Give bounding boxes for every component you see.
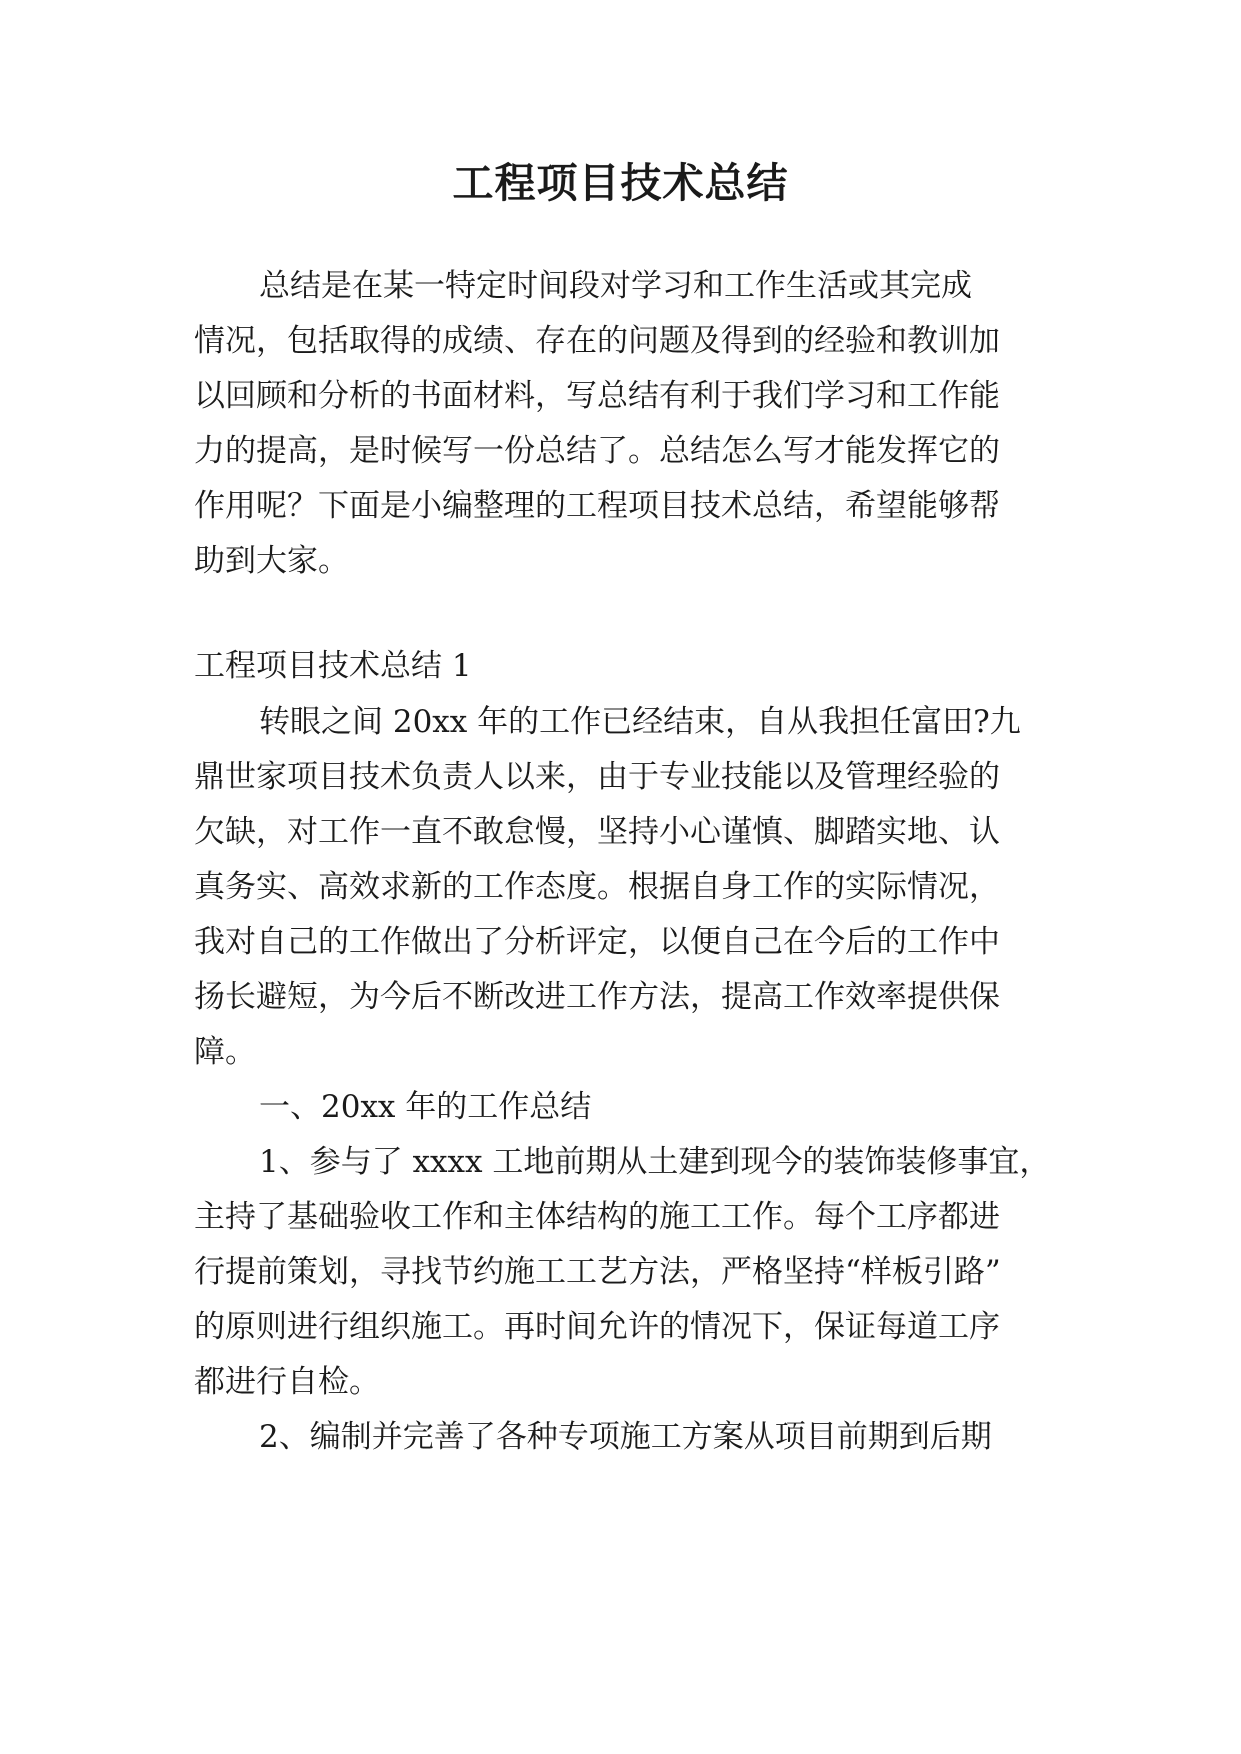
subheading: 一、20xx 年的工作总结 — [259, 1089, 592, 1125]
intro-line: 总结是在某一特定时间段对学习和工作生活或其完成 — [259, 268, 972, 304]
item-line: 2、编制并完善了各种专项施工方案从项目前期到后期 — [259, 1419, 992, 1455]
intro-line: 助到大家。 — [194, 543, 349, 579]
item-line: 都进行自检。 — [194, 1364, 380, 1400]
paragraph-line: 鼎世家项目技术负责人以来，由于专业技能以及管理经验的 — [194, 759, 1000, 795]
paragraph-line: 欠缺，对工作一直不敢怠慢，坚持小心谨慎、脚踏实地、认 — [194, 814, 1000, 850]
item-line: 行提前策划，寻找节约施工工艺方法，严格坚持“样板引路” — [194, 1254, 1001, 1290]
paragraph-line: 障。 — [194, 1034, 256, 1070]
paragraph-line: 转眼之间 20xx 年的工作已经结束，自从我担任富田?九 — [259, 704, 1021, 740]
paragraph-line: 真务实、高效求新的工作态度。根据自身工作的实际情况， — [194, 869, 1000, 905]
item-line: 的原则进行组织施工。再时间允许的情况下，保证每道工序 — [194, 1309, 1000, 1345]
item-line: 主持了基础验收工作和主体结构的施工工作。每个工序都进 — [194, 1199, 1000, 1235]
intro-line: 以回顾和分析的书面材料，写总结有利于我们学习和工作能 — [194, 378, 1000, 414]
document-title: 工程项目技术总结 — [452, 159, 789, 207]
intro-line: 作用呢？下面是小编整理的工程项目技术总结，希望能够帮 — [194, 488, 1000, 524]
paragraph-line: 我对自己的工作做出了分析评定，以便自己在今后的工作中 — [194, 924, 1000, 960]
paragraph-line: 扬长避短，为今后不断改进工作方法，提高工作效率提供保 — [194, 979, 1000, 1015]
intro-line: 情况，包括取得的成绩、存在的问题及得到的经验和教训加 — [194, 323, 1000, 359]
intro-line: 力的提高，是时候写一份总结了。总结怎么写才能发挥它的 — [194, 433, 1000, 469]
item-line: 1、参与了 xxxx 工地前期从土建到现今的装饰装修事宜， — [259, 1144, 1051, 1180]
section-heading: 工程项目技术总结 1 — [194, 648, 472, 684]
